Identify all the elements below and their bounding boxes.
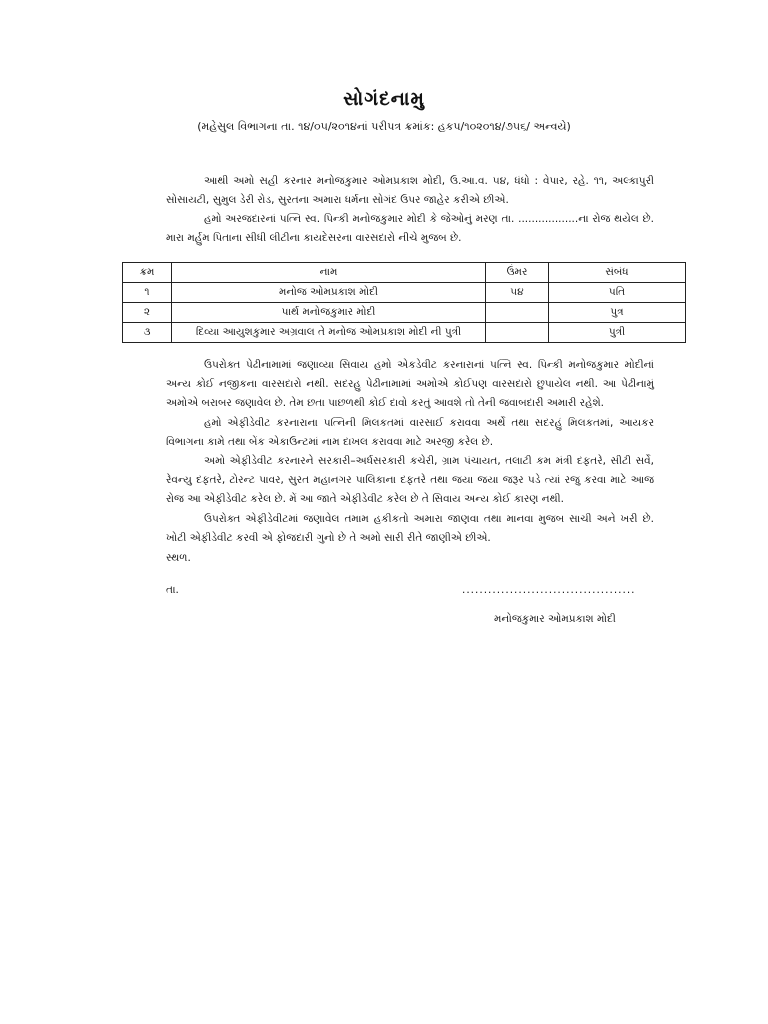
cell-name: પાર્થ મનોજકુમાર મોદી [172,303,486,323]
intro-paragraph [166,172,654,210]
offices-paragraph [166,452,654,509]
cell-age [486,323,549,343]
property-text: હમો એફીડેવીટ કરનારાના પત્નિની મિલકતમાં વારસાઈ કરાવવા અર્થે તથા સદરહું મિલકતમાં, આયકર વિભાગના કામે તથા બેંક એકાઉન્ટમાં નામ દાખલ કરાવવા માટે અરજી કરેલ છે. [166,417,654,448]
truth-text: ઉપરોક્ત એફીડેવીટમાં જણાવેલ તમામ હકીકતો અમારા જાણવા તથા માનવા મુજબ સાચી અને ખરી છે. ખોટી એફીડેવીટ કરવી એ ફોજદારી ગુનો છે તે અમો સારી રીતે જાણીએ છીએ. [166,513,654,544]
col-serial-header: ક્રમ [123,263,172,283]
offices-text: અમો એફીડેવીટ કરનારને સરકારી–અર્ધસરકારી કચેરી, ગ્રામ પંચાયત, તલાટી કમ મંત્રી દફતરે, સીટી સર્વે, રેવન્યુ દફતરે, ટોરન્ટ પાવર, સુરત મહાનગર પાલિકાના દફતરે તથા જયા જયા જરૂર પડે ત્યાં રજુ કરવા માટે આજ રોજ આ એફીડેવીટ કરેલ છે. મેં આ જાતે એફીડેવીટ કરેલ છે તે સિવાય અન્ય કોઈ કારણ નથી. [166,455,654,505]
table-header-row [123,263,686,283]
col-age-header: ઉંમર [486,263,549,283]
cell-relation: પતિ [549,283,686,303]
table-row [123,303,686,323]
cell-serial: ૨ [123,303,172,323]
table-row [123,283,686,303]
date-label: તા. [166,584,179,596]
cell-name: મનોજ ઓમપ્રકાશ મોદી [172,283,486,303]
signature-line: ........................................ [462,584,636,596]
table-row [123,323,686,343]
death-text: હમો અરજદારનાં પત્નિ સ્વ. પિન્કી મનોજકુમાર મોદી કે જેઓનું મરણ તા. ..................ના રોજ થયેલ છે. મારા મર્હુમ પિતાના સીધી લીટીના કાયદેસરના વારસદારો નીચે મુજબ છે. [166,213,654,244]
cell-relation: પુત્રી [549,323,686,343]
cell-age [486,303,549,323]
heirs-paragraph [166,356,654,413]
col-relation-header: સંબંધ [549,263,686,283]
place-label: સ્થળ. [166,552,191,564]
cell-name: દિવ્યા આયુશકુમાર અગ્રવાલ તે મનોજ ઓમપ્રકાશ મોદી ની પુત્રી [172,323,486,343]
heirs-table [122,262,686,343]
truth-paragraph [166,510,654,548]
document-subtitle: (મહેસુલ વિભાગના તા. ૧૪/૦૫/૨૦૧૪નાં પરીપત્ર ક્રમાંક: હકપ/૧૦૨૦૧૪/૭૫૬/ અન્વયે) [197,120,571,133]
cell-serial: ૧ [123,283,172,303]
document-title: સોગંદનામુ [343,88,425,110]
intro-text: આથી અમો સહી કરનાર મનોજકુમાર ઓમપ્રકાશ મોદી, ઉ.આ.વ. ૫૪, ધંધો : વેપાર, રહે. ૧૧, અલ્કાપુરી સોસાયટી, સુમુલ ડેરી રોડ, સુરતના અમારા ધર્મના સોગંદ ઉપર જાહેર કરીએ છીએ. [166,175,654,206]
signatory-name: મનોજકુમાર ઓમપ્રકાશ મોદી [494,613,616,625]
col-name-header: નામ [172,263,486,283]
property-paragraph [166,414,654,452]
cell-age: ૫૪ [486,283,549,303]
death-paragraph [166,210,654,248]
cell-serial: ૩ [123,323,172,343]
heirs-text: ઉપરોક્ત પેઢીનામામાં જણાવ્યા સિવાય હમો એકડેવીટ કરનારાનાં પત્નિ સ્વ. પિન્કી મનોજકુમાર મોદીનાં અન્ય કોઈ નજીકના વારસદારો નથી. સદરહુ પેઢીનામામાં અમોએ કોઈપણ વારસદારો છુપાયેલ નથી. આ પેઢીનામું અમોએ બરાબર જણાવેલ છે. તેમ છતા પાછળથી કોઈ દાવો કરતું આવશે તો તેની જવાબદારી અમારી રહેશે. [166,359,654,409]
cell-relation: પુત્ર [549,303,686,323]
